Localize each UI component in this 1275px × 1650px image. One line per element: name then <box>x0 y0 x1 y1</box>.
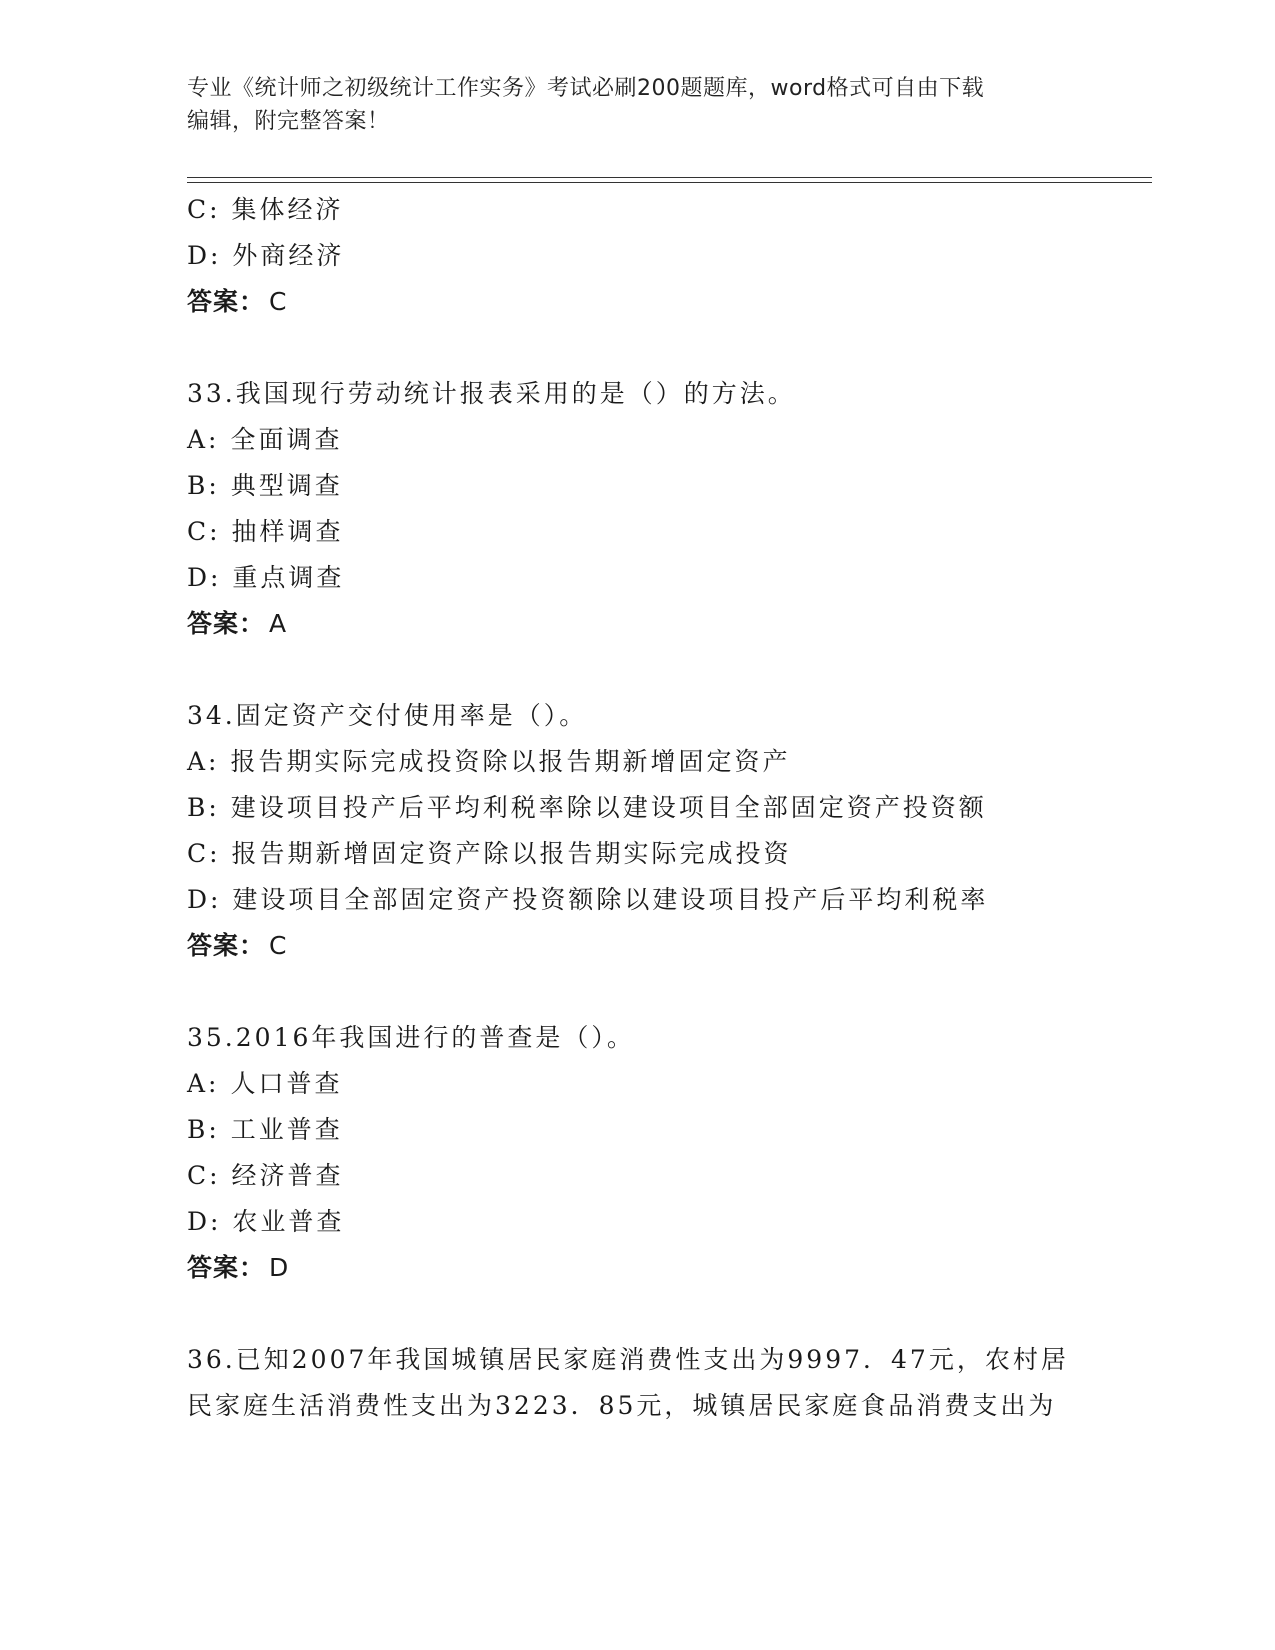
answer-value: C <box>269 287 288 316</box>
option-text: 外商经济 <box>232 241 345 270</box>
question-list <box>187 187 1107 1429</box>
header-rule-bottom <box>187 182 1152 183</box>
option-a <box>187 417 1107 463</box>
question-stem: 34.固定资产交付使用率是（）。 <box>187 701 588 730</box>
option-text: 农业普查 <box>232 1207 345 1236</box>
answer-label: 答案： <box>187 1253 266 1282</box>
option-label: A: <box>187 425 220 454</box>
question-stem: 33.我国现行劳动统计报表采用的是（）的方法。 <box>187 379 796 408</box>
option-text: 重点调查 <box>232 563 345 592</box>
option-label: B: <box>187 793 220 822</box>
option-text: 集体经济 <box>231 195 344 224</box>
option-b <box>187 1107 1107 1153</box>
answer-label: 答案： <box>187 609 266 638</box>
option-text: 建设项目全部固定资产投资额除以建设项目投产后平均利税率 <box>232 885 989 914</box>
answer-label: 答案： <box>187 287 266 316</box>
spacer <box>187 1291 1107 1337</box>
header-line-1: 专业《统计师之初级统计工作实务》考试必刷200题题库，word格式可自由下载 <box>187 76 985 101</box>
option-label: A: <box>187 1069 220 1098</box>
answer-line <box>187 279 1107 325</box>
question-stem: 35.2016年我国进行的普查是（）。 <box>187 1023 635 1052</box>
option-text: 人口普查 <box>230 1069 343 1098</box>
option-label: C: <box>187 195 221 224</box>
option-label: D: <box>187 885 222 914</box>
option-text: 经济普查 <box>231 1161 344 1190</box>
option-d <box>187 233 1107 279</box>
option-c <box>187 831 1107 877</box>
option-text: 全面调查 <box>230 425 343 454</box>
option-label: D: <box>187 563 222 592</box>
answer-line <box>187 923 1107 969</box>
answer-line <box>187 601 1107 647</box>
option-d <box>187 555 1107 601</box>
question-32-continued <box>187 187 1107 325</box>
option-label: B: <box>187 471 220 500</box>
option-c <box>187 1153 1107 1199</box>
question-34 <box>187 693 1107 969</box>
option-label: D: <box>187 241 222 270</box>
answer-line <box>187 1245 1107 1291</box>
option-label: C: <box>187 1161 221 1190</box>
option-label: B: <box>187 1115 220 1144</box>
option-d <box>187 877 1107 923</box>
header-rule-top <box>187 177 1152 178</box>
option-label: C: <box>187 517 221 546</box>
answer-value: C <box>269 931 288 960</box>
question-36 <box>187 1337 1107 1429</box>
option-label: A: <box>187 747 220 776</box>
option-c <box>187 187 1107 233</box>
question-stem-line-2: 民家庭生活消费性支出为3223．85元，城镇居民家庭食品消费支出为 <box>187 1391 1057 1420</box>
question-33 <box>187 371 1107 647</box>
option-text: 建设项目投产后平均利税率除以建设项目全部固定资产投资额 <box>230 793 987 822</box>
option-a <box>187 739 1107 785</box>
option-text: 抽样调查 <box>231 517 344 546</box>
question-stem-line-1: 36.已知2007年我国城镇居民家庭消费性支出为9997．47元，农村居 <box>187 1345 1069 1374</box>
answer-value: A <box>269 609 288 638</box>
document-header <box>187 72 1087 138</box>
option-label: C: <box>187 839 221 868</box>
spacer <box>187 647 1107 693</box>
option-c <box>187 509 1107 555</box>
option-d <box>187 1199 1107 1245</box>
answer-label: 答案： <box>187 931 266 960</box>
option-a <box>187 1061 1107 1107</box>
answer-value: D <box>269 1253 290 1282</box>
question-35 <box>187 1015 1107 1291</box>
option-label: D: <box>187 1207 222 1236</box>
option-b <box>187 463 1107 509</box>
option-text: 报告期实际完成投资除以报告期新增固定资产 <box>230 747 791 776</box>
option-text: 典型调查 <box>230 471 343 500</box>
option-text: 报告期新增固定资产除以报告期实际完成投资 <box>231 839 792 868</box>
spacer <box>187 969 1107 1015</box>
spacer <box>187 325 1107 371</box>
header-line-2: 编辑，附完整答案！ <box>187 109 390 134</box>
option-text: 工业普查 <box>230 1115 343 1144</box>
option-b <box>187 785 1107 831</box>
